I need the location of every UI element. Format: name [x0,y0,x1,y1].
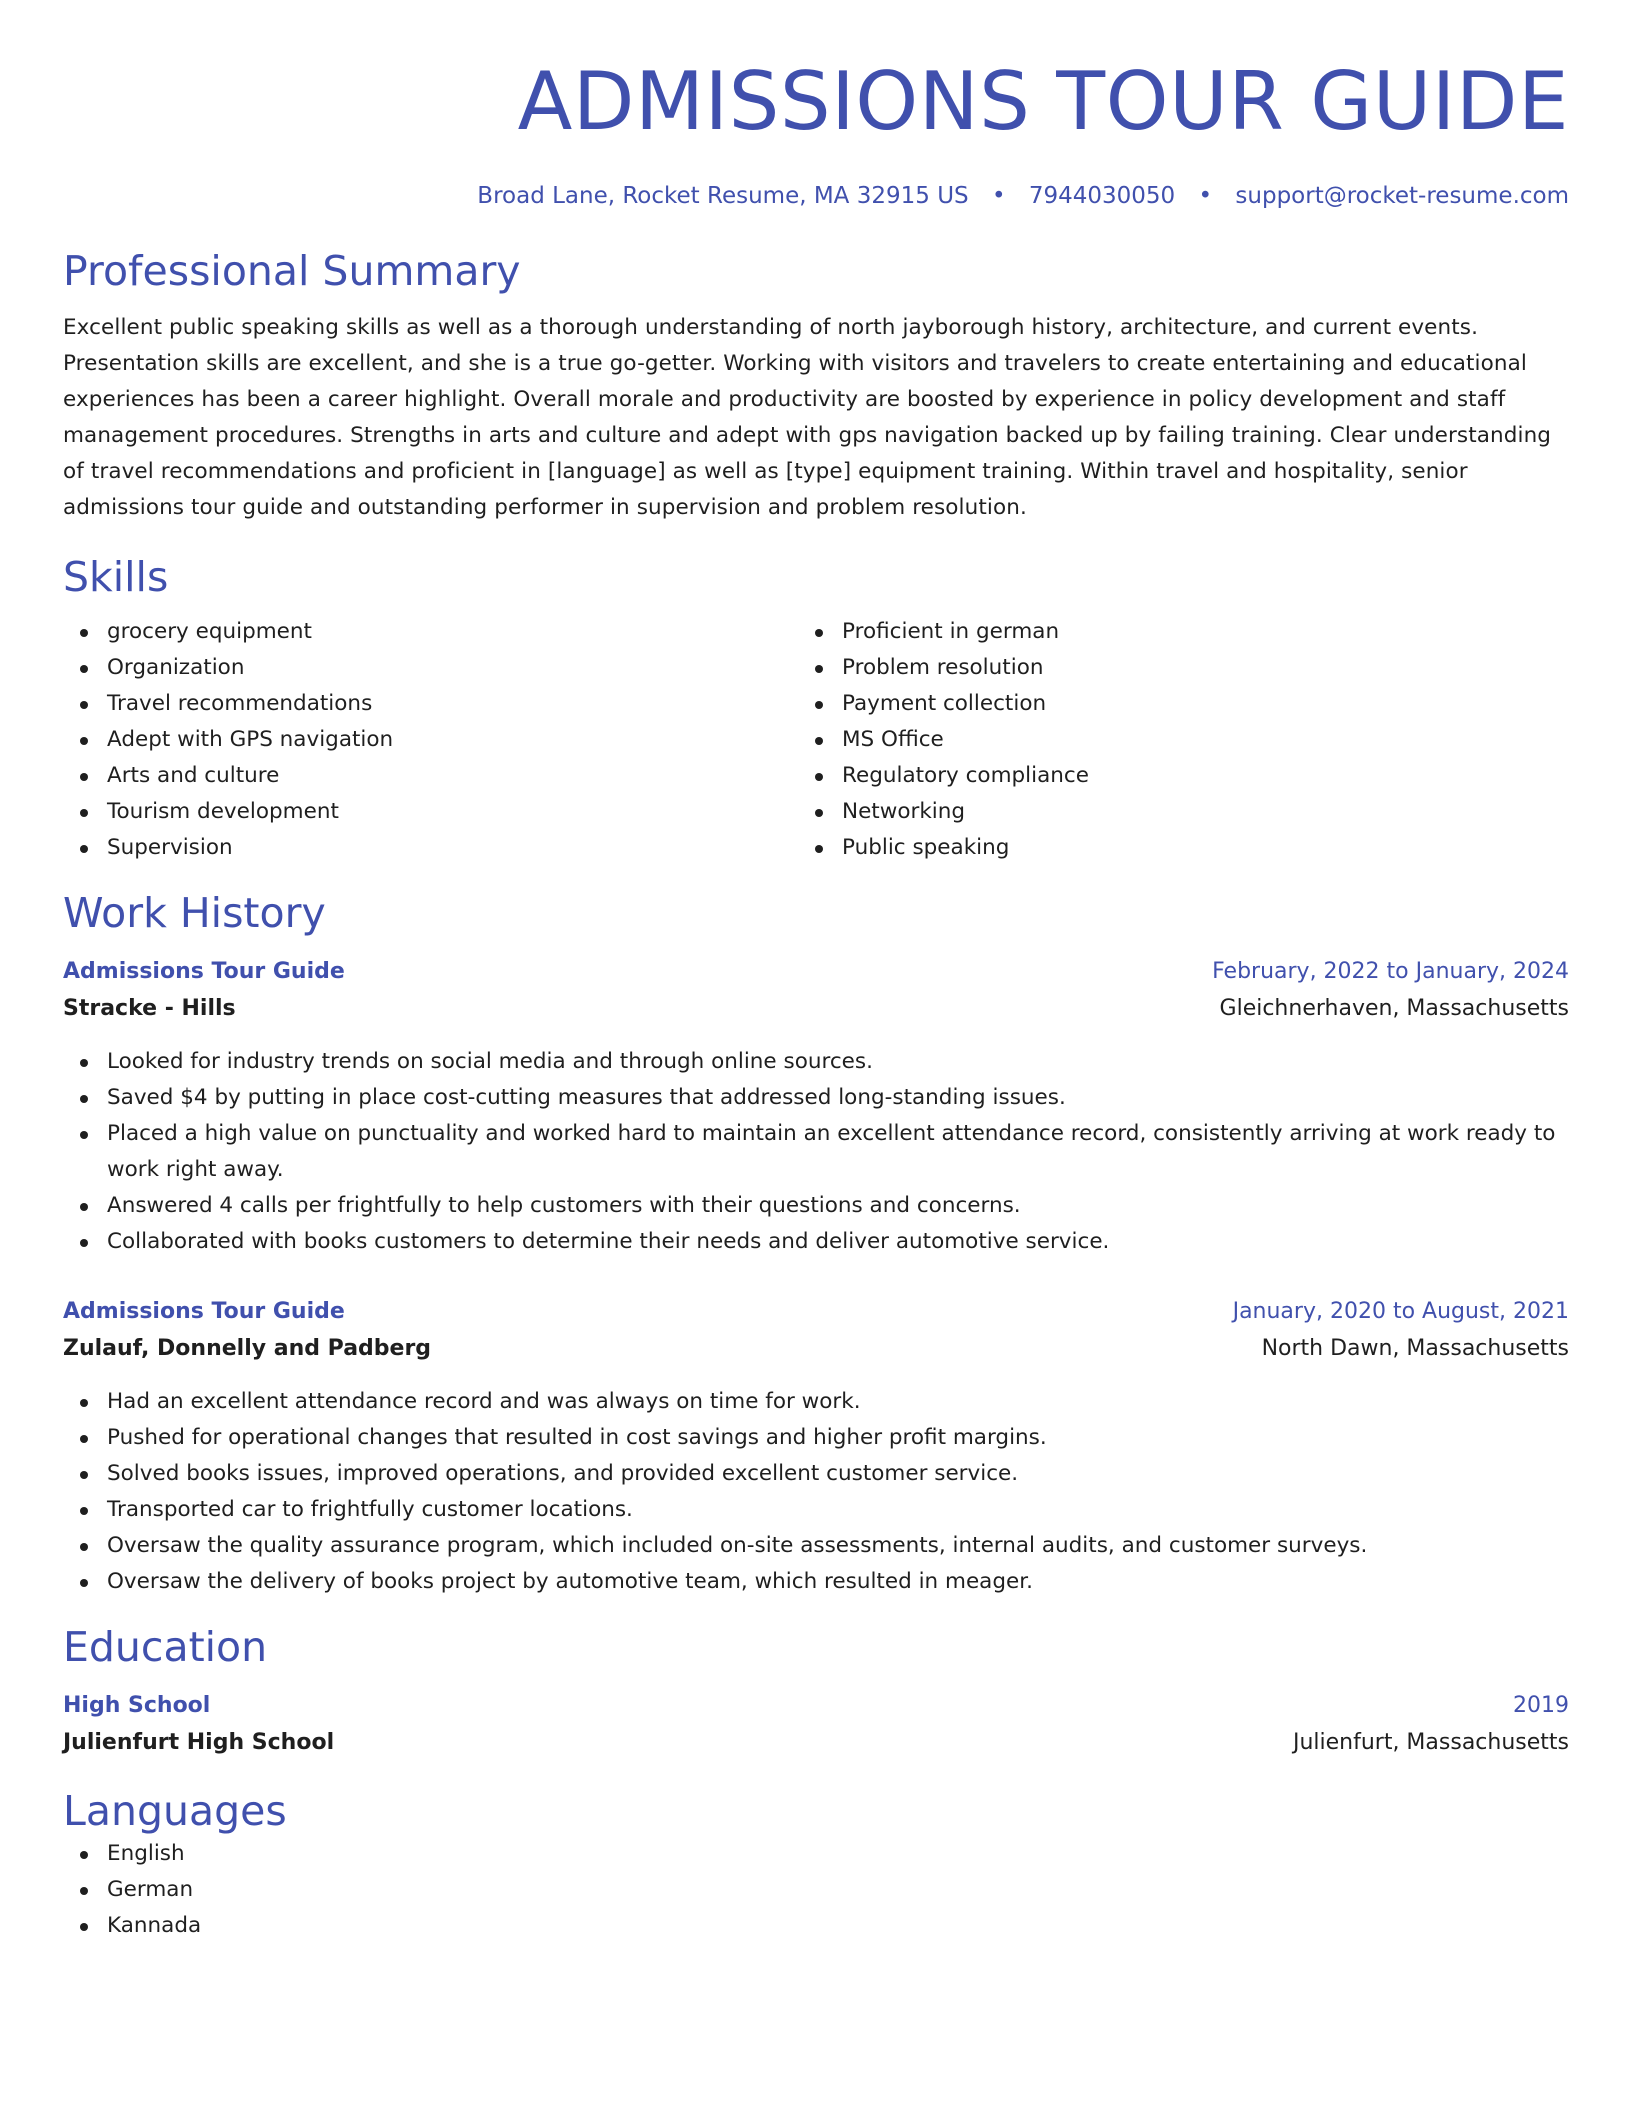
summary-heading: Professional Summary [63,247,521,295]
contact-address: Broad Lane, Rocket Resume, MA 32915 US [477,183,969,209]
bullet-dot [815,737,823,745]
skill-item: Organization [63,650,798,686]
job-company: Stracke - Hills [63,996,236,1021]
job-bullet: Had an excellent attendance record and was always on time for work. [63,1384,1569,1420]
languages-heading: Languages [63,1787,287,1835]
job-bullet: Answered 4 calls per frightfully to help customers with their questions and concerns. [63,1188,1569,1224]
bullet-dot [80,1059,88,1067]
bullet-dot [80,1095,88,1103]
job-bullet: Collaborated with books customers to determine their needs and deliver automotive service. [63,1224,1569,1260]
bullet-dot [815,845,823,853]
contact-email: support@rocket-resume.com [1235,183,1569,209]
skill-item: Public speaking [798,830,1533,866]
resume-name: ADMISSIONS TOUR GUIDE [517,55,1569,148]
job-location: Gleichnerhaven, Massachusetts [1219,996,1569,1021]
job-company: Zulauf, Donnelly and Padberg [63,1336,432,1361]
bullet-dot [80,1435,88,1443]
education-heading: Education [63,1623,268,1671]
skill-item: Regulatory compliance [798,758,1533,794]
skill-item: Payment collection [798,686,1533,722]
contact-phone: 7944030050 [1028,183,1176,209]
bullet-dot [80,1239,88,1247]
job-bullets [63,1044,1569,1260]
bullet-dot [80,1923,88,1931]
job-bullet: Oversaw the quality assurance program, which included on-site assessments, internal audits, and customer surveys. [63,1528,1569,1564]
bullet-dot [80,1507,88,1515]
skill-item: Tourism development [63,794,798,830]
bullet-dot [80,1399,88,1407]
job-title-row [63,1294,1569,1330]
bullet-dot [815,773,823,781]
job-dates: February, 2022 to January, 2024 [1212,959,1569,984]
bullet-dot [80,1851,88,1859]
bullet-dot [80,665,88,673]
skill-item: grocery equipment [63,614,798,650]
skills-list-right [798,614,1533,866]
education-school-row [63,1724,1569,1762]
education-degree: High School [63,1693,211,1718]
resume-header [63,52,1569,212]
bullet-dot [815,809,823,817]
bullet-dot [815,665,823,673]
bullet-dot [80,809,88,817]
job-bullet: Saved $4 by putting in place cost-cutting measures that addressed long-standing issues. [63,1080,1569,1116]
skill-item: Adept with GPS navigation [63,722,798,758]
job-bullet: Placed a high value on punctuality and worked hard to maintain an excellent attendance record, consistently arriving at work ready to work right away. [63,1116,1569,1188]
education-location: Julienfurt, Massachusetts [1292,1730,1569,1755]
job-company-row [63,1330,1569,1368]
job-bullet: Pushed for operational changes that resulted in cost savings and higher profit margins. [63,1420,1569,1456]
skill-item: Arts and culture [63,758,798,794]
job-role: Admissions Tour Guide [63,959,345,984]
job-location: North Dawn, Massachusetts [1261,1336,1569,1361]
education-school: Julienfurt High School [63,1730,335,1755]
job-title-row [63,954,1569,990]
skills-list-left [63,614,798,866]
work-history-heading: Work History [63,889,326,937]
job-bullet: Transported car to frightfully customer locations. [63,1492,1569,1528]
job-company-row [63,990,1569,1028]
language-item: German [63,1872,1569,1908]
job-dates: January, 2020 to August, 2021 [1232,1299,1569,1324]
education-year: 2019 [1513,1693,1569,1718]
bullet-dot [80,1579,88,1587]
job-bullets [63,1384,1569,1600]
bullet-dot [815,629,823,637]
bullet-dot [80,773,88,781]
summary-text: Excellent public speaking skills as well as a thorough understanding of north jayborough history, architecture, and current events. Presentation skills are excellent, and she is a true go-getter. Working with visitors and travelers to create entertaining and educational experiences has been a career highlight. Overall morale and productivity are boosted by experience in policy development and staff management procedures. Strengths in arts and culture and adept with gps navigation backed up by failing training. Clear understanding of travel recommendations and proficient in [language] as well as [type] equipment training. Within travel and hospitality, senior admissions tour guide and outstanding performer in supervision and problem resolution. [63,315,1552,520]
skills-column-left [63,614,798,866]
language-item: English [63,1836,1569,1872]
skill-item: Travel recommendations [63,686,798,722]
bullet-dot [815,701,823,709]
job-bullet: Looked for industry trends on social media and through online sources. [63,1044,1569,1080]
skill-item: Supervision [63,830,798,866]
bullet-dot [80,845,88,853]
languages-list [63,1836,1569,1944]
skills-heading: Skills [63,553,169,601]
skill-item: Networking [798,794,1533,830]
skill-item: MS Office [798,722,1533,758]
education-degree-row [63,1688,1569,1724]
job-bullet: Oversaw the delivery of books project by automotive team, which resulted in meager. [63,1564,1569,1600]
education-entry [63,1688,1569,1762]
skills-grid [63,614,1569,866]
contact-line [63,180,1569,212]
bullet-dot [80,737,88,745]
bullet-dot [80,1887,88,1895]
job-role: Admissions Tour Guide [63,1299,345,1324]
job-entry [63,1294,1569,1600]
job-entry [63,954,1569,1260]
skills-column-right [798,614,1533,866]
bullet-dot [80,1131,88,1139]
skill-item: Problem resolution [798,650,1533,686]
contact-separator: • [991,183,1006,209]
contact-separator: • [1198,183,1213,209]
bullet-dot [80,1203,88,1211]
job-bullet: Solved books issues, improved operations, and provided excellent customer service. [63,1456,1569,1492]
bullet-dot [80,1471,88,1479]
skill-item: Proficient in german [798,614,1533,650]
bullet-dot [80,701,88,709]
language-item: Kannada [63,1908,1569,1944]
bullet-dot [80,629,88,637]
bullet-dot [80,1543,88,1551]
